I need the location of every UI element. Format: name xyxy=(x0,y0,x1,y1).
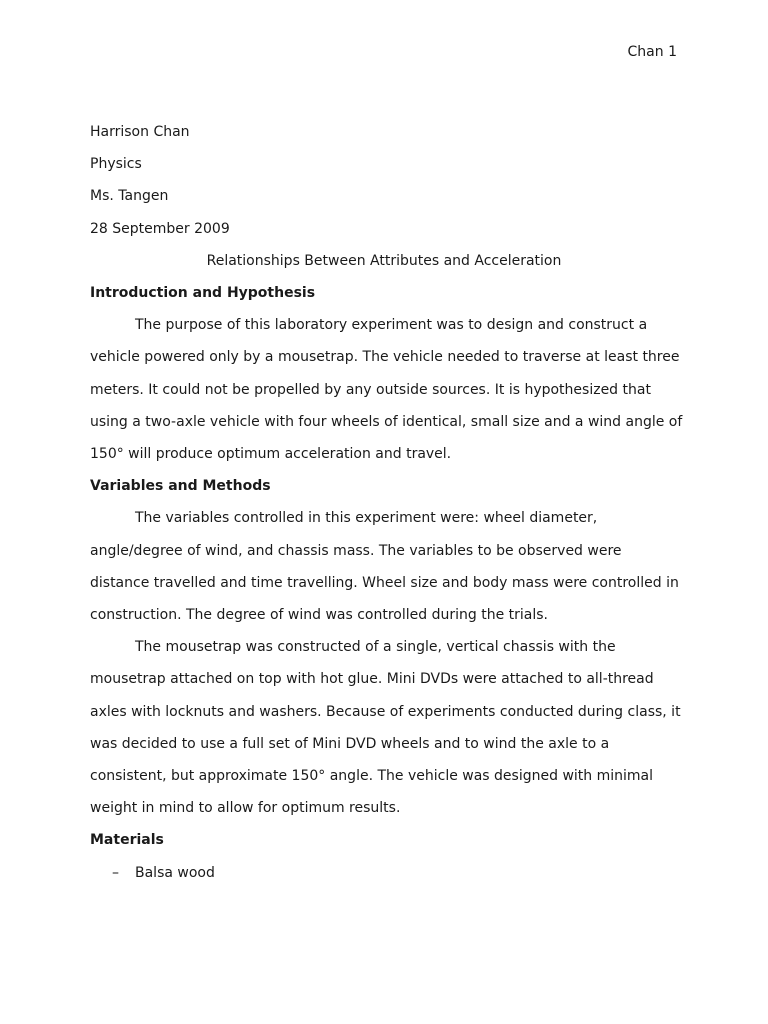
paragraph-line: mousetrap attached on top with hot glue. Mini DVDs were attached to all-thread xyxy=(90,671,654,688)
paragraph-line: angle/degree of wind, and chassis mass. The variables to be observed were xyxy=(90,542,622,559)
paragraph-line: 150° will produce optimum acceleration and travel. xyxy=(90,446,452,463)
paragraph-line: axles with locknuts and washers. Because of experiments conducted during class, it xyxy=(90,703,681,720)
author-name: Harrison Chan xyxy=(90,124,190,140)
dash-bullet: – xyxy=(112,864,119,881)
paragraph-line: vehicle powered only by a mousetrap. The vehicle needed to traverse at least three xyxy=(90,349,680,366)
course-name: Physics xyxy=(90,156,142,173)
paragraph-line: The mousetrap was constructed of a single, vertical chassis with the xyxy=(135,639,616,656)
paragraph-line: The purpose of this laboratory experiment was to design and construct a xyxy=(135,317,648,334)
paragraph-line: meters. It could not be propelled by any outside sources. It is hypothesized that xyxy=(90,381,651,398)
paragraph-line: was decided to use a full set of Mini DVD wheels and to wind the axle to a xyxy=(90,735,610,752)
instructor-name: Ms. Tangen xyxy=(90,188,169,205)
document-body xyxy=(90,116,683,889)
paragraph-variables-1 xyxy=(90,502,678,631)
paragraph-variables-2 xyxy=(90,631,681,824)
paragraph-line: construction. The degree of wind was controlled during the trials. xyxy=(90,607,548,624)
section-heading-intro: Introduction and Hypothesis xyxy=(90,285,316,302)
document-title: Relationships Between Attributes and Acceleration xyxy=(206,252,562,269)
list-item-label: Balsa wood xyxy=(135,864,215,881)
list-item xyxy=(90,857,678,889)
section-heading-materials: Materials xyxy=(90,832,164,849)
section-heading-variables: Variables and Methods xyxy=(90,478,271,495)
paragraph-line: weight in mind to allow for optimum results. xyxy=(90,800,401,817)
paragraph-line: consistent, but approximate 150° angle. The vehicle was designed with minimal xyxy=(90,768,653,785)
page-header: Chan 1 xyxy=(627,44,677,60)
paragraph-line: The variables controlled in this experiment were: wheel diameter, xyxy=(135,510,598,527)
materials-list xyxy=(90,857,678,889)
paragraph-line: distance travelled and time travelling. Wheel size and body mass were controlled in xyxy=(90,574,679,591)
paragraph-line: using a two-axle vehicle with four wheels of identical, small size and a wind angle of xyxy=(90,413,683,430)
paragraph-intro xyxy=(90,309,683,470)
document-date: 28 September 2009 xyxy=(90,220,230,237)
